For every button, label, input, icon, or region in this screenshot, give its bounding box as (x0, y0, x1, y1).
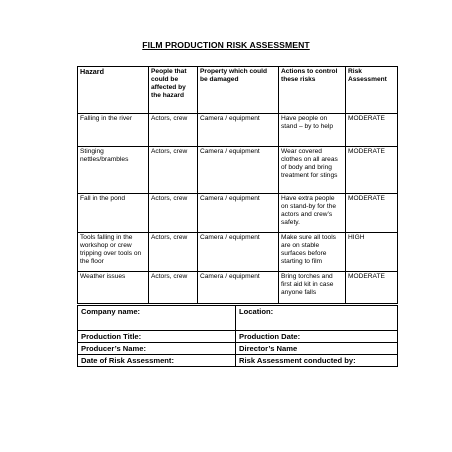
hazard-cell: Fall in the pond (78, 194, 149, 233)
actions-cell: Have people on stand – by to help (279, 114, 346, 147)
risk-cell: MODERATE (346, 114, 398, 147)
actions-cell: Make sure all tools are on stable surfaces before starting to film (279, 233, 346, 272)
table-row (78, 114, 398, 147)
document-title: FILM PRODUCTION RISK ASSESSMENT (142, 40, 310, 50)
people-cell: Actors, crew (149, 233, 198, 272)
production-date-label: Production Date: (236, 331, 398, 343)
header-actions: Actions to control these risks (279, 67, 346, 114)
actions-cell: Have extra people on stand-by for the actors and crew’s safety. (279, 194, 346, 233)
property-cell: Camera / equipment (198, 194, 279, 233)
hazard-cell: Stinging nettles/brambles (78, 147, 149, 194)
people-cell: Actors, crew (149, 147, 198, 194)
header-hazard: Hazard (78, 67, 149, 114)
production-details-table (77, 305, 398, 367)
property-cell: Camera / equipment (198, 272, 279, 304)
location-label: Location: (236, 306, 398, 331)
risk-cell: MODERATE (346, 272, 398, 304)
header-people: People that could be affected by the hazard (149, 67, 198, 114)
hazard-cell: Falling in the river (78, 114, 149, 147)
hazard-cell: Tools falling in the workshop or crew tripping over tools on the floor (78, 233, 149, 272)
company-name-label: Company name: (78, 306, 236, 331)
people-cell: Actors, crew (149, 272, 198, 304)
header-property: Property which could be damaged (198, 67, 279, 114)
assessment-date-label: Date of Risk Assessment: (78, 355, 236, 367)
actions-cell: Bring torches and first aid kit in case anyone falls (279, 272, 346, 304)
people-cell: Actors, crew (149, 194, 198, 233)
risk-cell: MODERATE (346, 194, 398, 233)
table-row (78, 194, 398, 233)
hazard-cell: Weather issues (78, 272, 149, 304)
producer-name-label: Producer’s Name: (78, 343, 236, 355)
table-header-row (78, 67, 398, 114)
table-row (78, 233, 398, 272)
risk-cell: HIGH (346, 233, 398, 272)
conducted-by-label: Risk Assessment conducted by: (236, 355, 398, 367)
property-cell: Camera / equipment (198, 233, 279, 272)
table-row (78, 147, 398, 194)
director-name-label: Director’s Name (236, 343, 398, 355)
people-cell: Actors, crew (149, 114, 198, 147)
table-row (78, 272, 398, 304)
property-cell: Camera / equipment (198, 147, 279, 194)
actions-cell: Wear covered clothes on all areas of body and bring treatment for stings (279, 147, 346, 194)
risk-table (77, 66, 398, 304)
header-risk: Risk Assessment (346, 67, 398, 114)
property-cell: Camera / equipment (198, 114, 279, 147)
production-title-label: Production Title: (78, 331, 236, 343)
risk-cell: MODERATE (346, 147, 398, 194)
